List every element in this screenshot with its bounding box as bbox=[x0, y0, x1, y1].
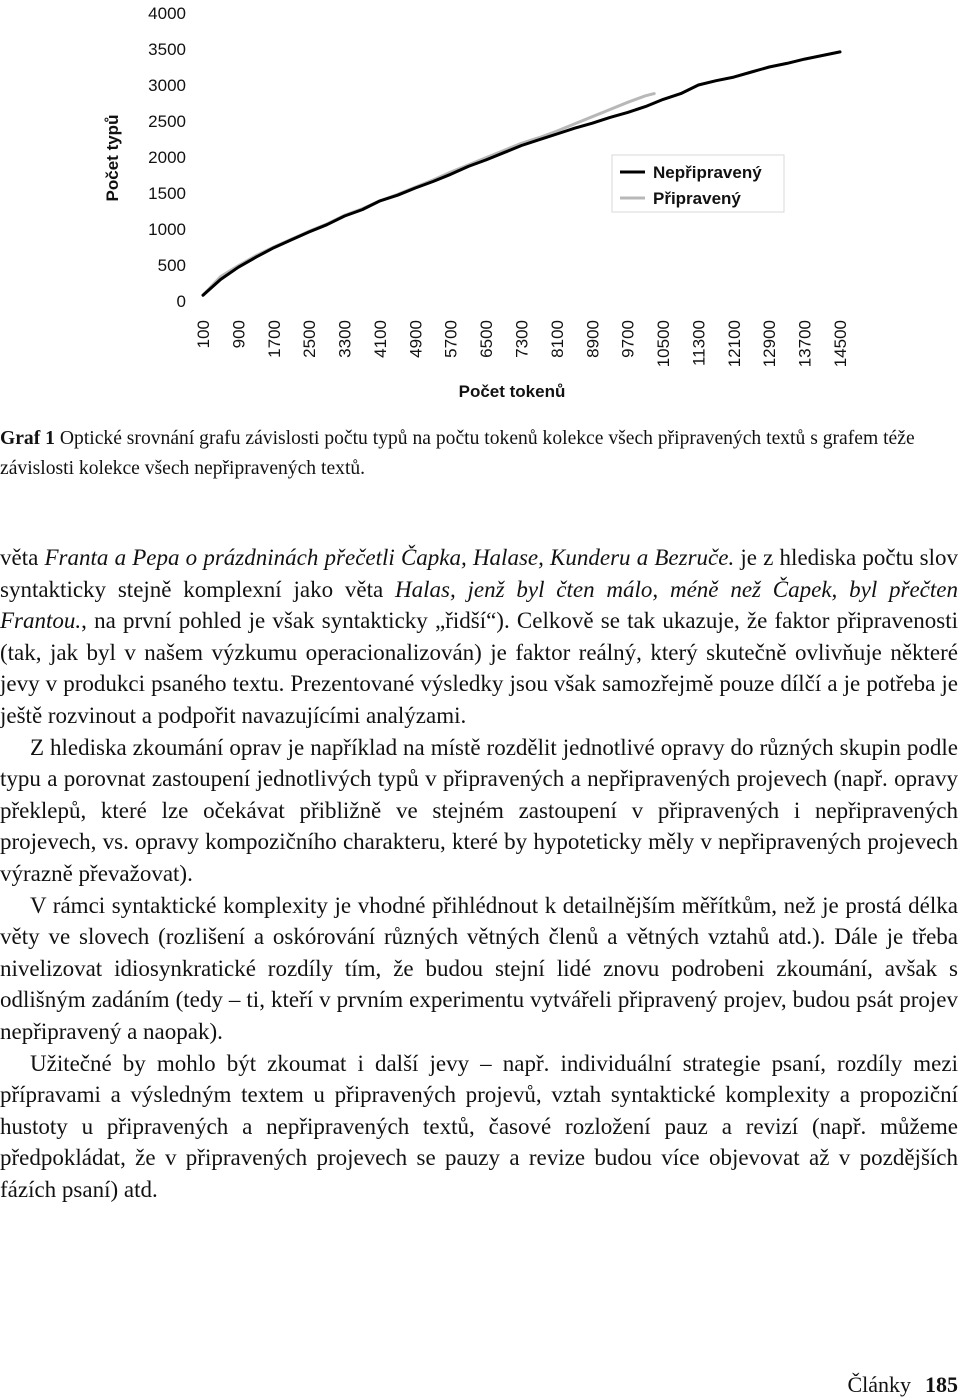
page-number: 185 bbox=[925, 1372, 958, 1397]
x-tick-label: 8100 bbox=[547, 320, 567, 358]
legend bbox=[612, 155, 784, 212]
x-tick-label: 5700 bbox=[441, 320, 461, 358]
y-tick-label: 1500 bbox=[148, 184, 186, 203]
x-tick-label: 1700 bbox=[264, 320, 284, 358]
types-tokens-chart bbox=[0, 0, 960, 415]
y-tick-label: 2500 bbox=[148, 112, 186, 131]
y-axis-ticks bbox=[148, 4, 186, 311]
legend-label-nepripraveny: Nepřipravený bbox=[653, 163, 762, 182]
x-tick-label: 7300 bbox=[512, 320, 532, 358]
x-tick-label: 10500 bbox=[654, 320, 674, 368]
legend-label-pripraveny: Připravený bbox=[653, 189, 741, 208]
x-axis-label: Počet tokenů bbox=[458, 382, 566, 401]
x-tick-label: 3300 bbox=[335, 320, 355, 358]
x-tick-label: 12100 bbox=[724, 320, 744, 368]
y-tick-label: 0 bbox=[176, 292, 186, 311]
paragraph-3: V rámci syntaktické komplexity je vhodné přihlédnout k detailnějším měřítkům, než je prostá délka věty ve slovech (rozlišení a oskórování různých větných členů a větných vztahů atd.). Dále je třeba nivelizovat idiosynkratické rozdíly tím, že budou stejní lidé znovu podrobeni zkoumání, avšak s odlišným zadáním (tedy – ti, kteří v prvním experimentu vytvářeli připravený projev, budou psát projev nepřipravený a naopak). bbox=[0, 892, 958, 1044]
p1-example-sentence-2: Halas, jenž byl čten málo, méně než Čapek, byl přečten Frantou. bbox=[0, 576, 958, 634]
x-tick-label: 4900 bbox=[406, 320, 426, 358]
caption-label: Graf 1 bbox=[0, 428, 55, 449]
x-tick-label: 100 bbox=[194, 320, 213, 349]
p1-part-a: věta bbox=[0, 545, 45, 570]
y-tick-label: 3500 bbox=[148, 40, 186, 59]
section-name: Články bbox=[847, 1372, 911, 1397]
paragraph-4: Užitečné by mohlo být zkoumat i další jevy – např. individuální strategie psaní, rozdíly mezi přípravami a výsledným textem u připravených projevů, vztah syntaktické komplexity a propoziční hustoty u připravených a nepřipravených textů, časové rozložení pauz a revizí (např. můžeme předpokládat, že v připravených projevech se pauzy a revize budou více objevovat až v pozdějších fázích psaní) atd. bbox=[0, 1050, 958, 1202]
y-axis-label: Počet typů bbox=[103, 114, 122, 202]
p1-part-e: , na první pohled je však syntakticky „řidší“). Celkově se tak ukazuje, že faktor připravenosti (tak, jak byl v našem výzkumu operacionalizován) je faktor reálný, který skutečně ovlivňuje některé jevy v produkci psaného textu. Prezentované výsledky jsou však samozřejmě pouze dílčí a je potřeba je ještě rozvinout a podpořit navazujícími analýzami. bbox=[0, 608, 958, 728]
x-tick-label: 2500 bbox=[300, 320, 320, 358]
figure-caption bbox=[0, 424, 958, 484]
y-tick-label: 2000 bbox=[148, 148, 186, 167]
y-tick-label: 1000 bbox=[148, 220, 186, 239]
x-tick-label: 4100 bbox=[370, 320, 390, 358]
y-tick-label: 500 bbox=[157, 256, 186, 275]
y-tick-label: 4000 bbox=[148, 4, 186, 23]
p1-example-sentence-1: Franta a Pepa o prázdninách přečetli Čapka, Halase, Kunderu a Bezruče. bbox=[44, 545, 735, 570]
paragraph-2: Z hlediska zkoumání oprav je například na místě rozdělit jednotlivé opravy do různých skupin podle typu a porovnat zastoupení jednotlivých typů v připravených a nepřipravených projevech (např. opravy překlepů, které lze očekávat přibližně ve stejném zastoupení v připravených i nepřipravených projevech, vs. opravy kompozičního charakteru, které by hypoteticky měly v nepřipravených projevech výrazně převažovat). bbox=[0, 734, 958, 886]
article-body bbox=[0, 542, 958, 1205]
x-tick-label: 9700 bbox=[618, 320, 638, 358]
x-tick-label: 6500 bbox=[477, 320, 497, 358]
paragraph-1 bbox=[0, 542, 958, 732]
caption-text: Optické srovnání grafu závislosti počtu typů na počtu tokenů kolekce všech připravených textů s grafem téže závislosti kolekce všech nepřipravených textů. bbox=[0, 428, 915, 479]
x-tick-label: 13700 bbox=[795, 320, 815, 368]
p1-part-c: je z hlediska počtu slov syntakticky stejně komplexní jako věta bbox=[0, 545, 959, 602]
x-tick-label: 14500 bbox=[831, 320, 850, 368]
x-tick-label: 900 bbox=[229, 320, 249, 349]
x-tick-label: 12900 bbox=[760, 320, 780, 368]
x-axis-ticks bbox=[194, 320, 850, 367]
x-tick-label: 11300 bbox=[689, 320, 709, 367]
x-tick-label: 8900 bbox=[583, 320, 603, 358]
y-tick-label: 3000 bbox=[148, 76, 186, 95]
page-footer bbox=[847, 1372, 958, 1398]
